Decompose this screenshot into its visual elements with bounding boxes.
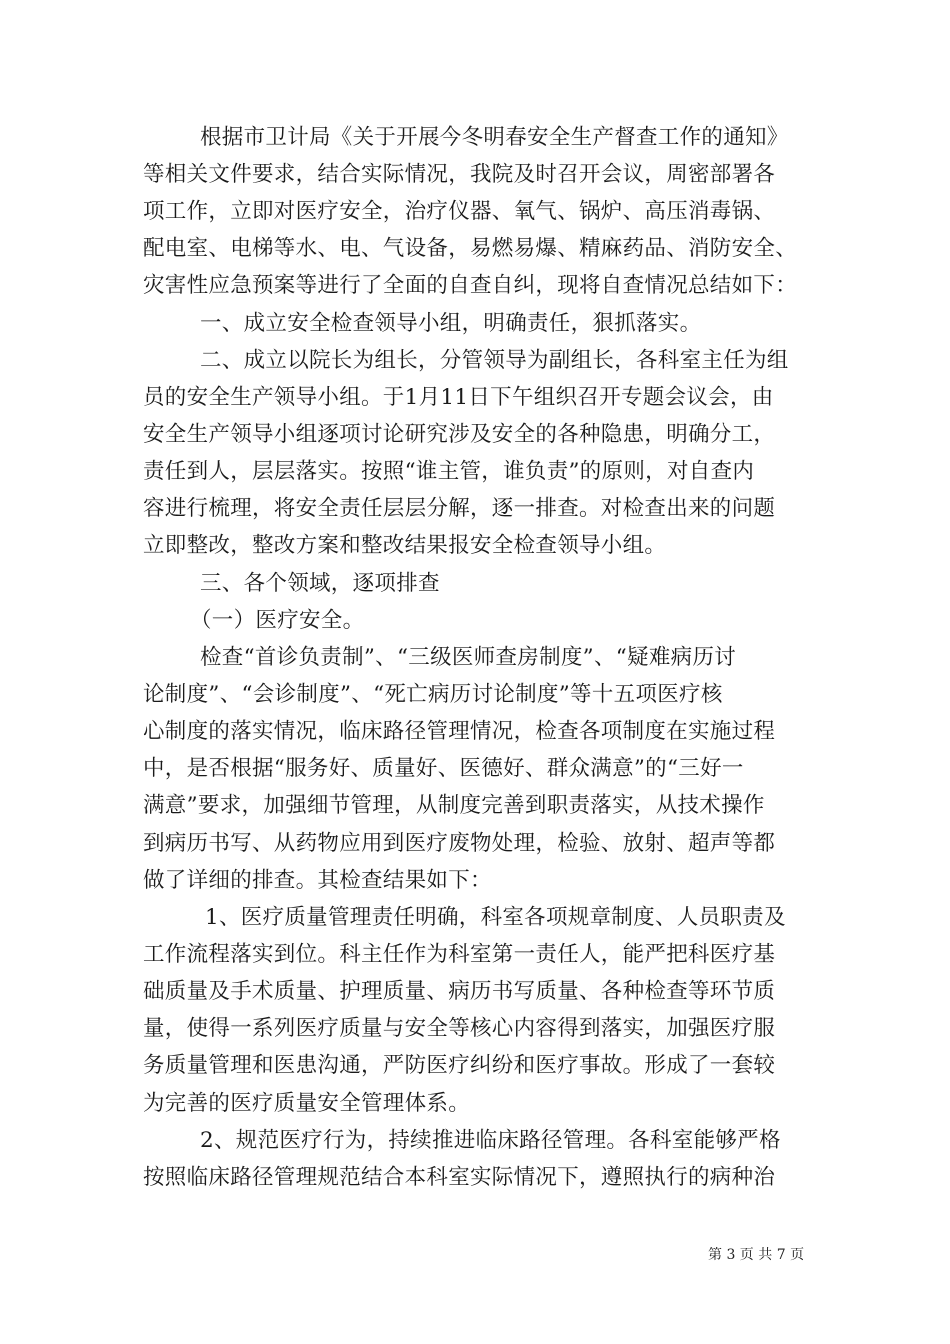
paragraph-line: 容进行梳理，将安全责任层层分解，逐一排查。对检查出来的问题 (143, 496, 776, 521)
page-number: 第 3 页 共 7 页 (708, 1247, 805, 1263)
paragraph-line: 配电室、电梯等水、电、气设备，易燃易爆、精麻药品、消防安全、 (143, 236, 798, 261)
paragraph-line: 心制度的落实情况，临床路径管理情况，检查各项制度在实施过程 (143, 719, 776, 744)
paragraph-line: 项工作，立即对医疗安全，治疗仪器、氧气、锅炉、高压消毒锅、 (143, 199, 776, 224)
paragraph-line: 到病历书写、从药物应用到医疗废物处理，检验、放射、超声等都 (143, 831, 776, 856)
paragraph-line: 立即整改，整改方案和整改结果报安全检查领导小组。 (143, 533, 667, 558)
paragraph-line: 中，是否根据“服务好、质量好、医德好、群众满意”的“三好一 (143, 756, 744, 781)
paragraph-line: 工作流程落实到位。科主任作为科室第一责任人，能严把科医疗基 (143, 942, 776, 967)
paragraph-line: 务质量管理和医患沟通，严防医疗纠纷和医疗事故。形成了一套较 (143, 1053, 776, 1078)
paragraph-line: 安全生产领导小组逐项讨论研究涉及安全的各种隐患，明确分工， (143, 422, 776, 447)
paragraph-line: 为完善的医疗质量安全管理体系。 (143, 1091, 471, 1116)
paragraph-line: 做了详细的排查。其检查结果如下： (143, 868, 492, 893)
paragraph-line: 论制度”、“会诊制度”、“死亡病历讨论制度”等十五项医疗核 (143, 682, 723, 707)
section-heading: 一、成立安全检查领导小组，明确责任，狠抓落实。 (200, 311, 702, 336)
paragraph-line: 二、成立以院长为组长，分管领导为副组长，各科室主任为组 (200, 348, 789, 373)
paragraph-line: 础质量及手术质量、护理质量、病历书写质量、各种检查等环节质 (143, 979, 776, 1004)
paragraph-line: 等相关文件要求，结合实际情况，我院及时召开会议，周密部署各 (143, 162, 776, 187)
paragraph-line: 责任到人，层层落实。按照“谁主管，谁负责”的原则，对自查内 (143, 459, 755, 484)
paragraph-line: 1、医疗质量管理责任明确，科室各项规章制度、人员职责及 (205, 905, 786, 930)
paragraph-line: 检查“首诊负责制”、“三级医师查房制度”、“疑难病历讨 (200, 645, 737, 670)
paragraph-line: 2、规范医疗行为，持续推进临床路径管理。各科室能够严格 (200, 1128, 781, 1153)
section-heading: 三、各个领域，逐项排查 (200, 571, 440, 596)
paragraph-line: 根据市卫计局《关于开展今冬明春安全生产督查工作的通知》 (200, 125, 789, 150)
paragraph-line: 量，使得一系列医疗质量与安全等核心内容得到落实，加强医疗服 (143, 1016, 776, 1041)
paragraph-line: 员的安全生产领导小组。于1月11日下午组织召开专题会议会，由 (143, 385, 774, 410)
paragraph-line: 灾害性应急预案等进行了全面的自查自纠，现将自查情况总结如下： (143, 273, 798, 298)
paragraph-line: 按照临床路径管理规范结合本科室实际情况下，遵照执行的病种治 (143, 1165, 776, 1190)
subsection-heading: （一）医疗安全。 (190, 608, 365, 633)
paragraph-line: 满意”要求，加强细节管理，从制度完善到职责落实，从技术操作 (143, 793, 765, 818)
